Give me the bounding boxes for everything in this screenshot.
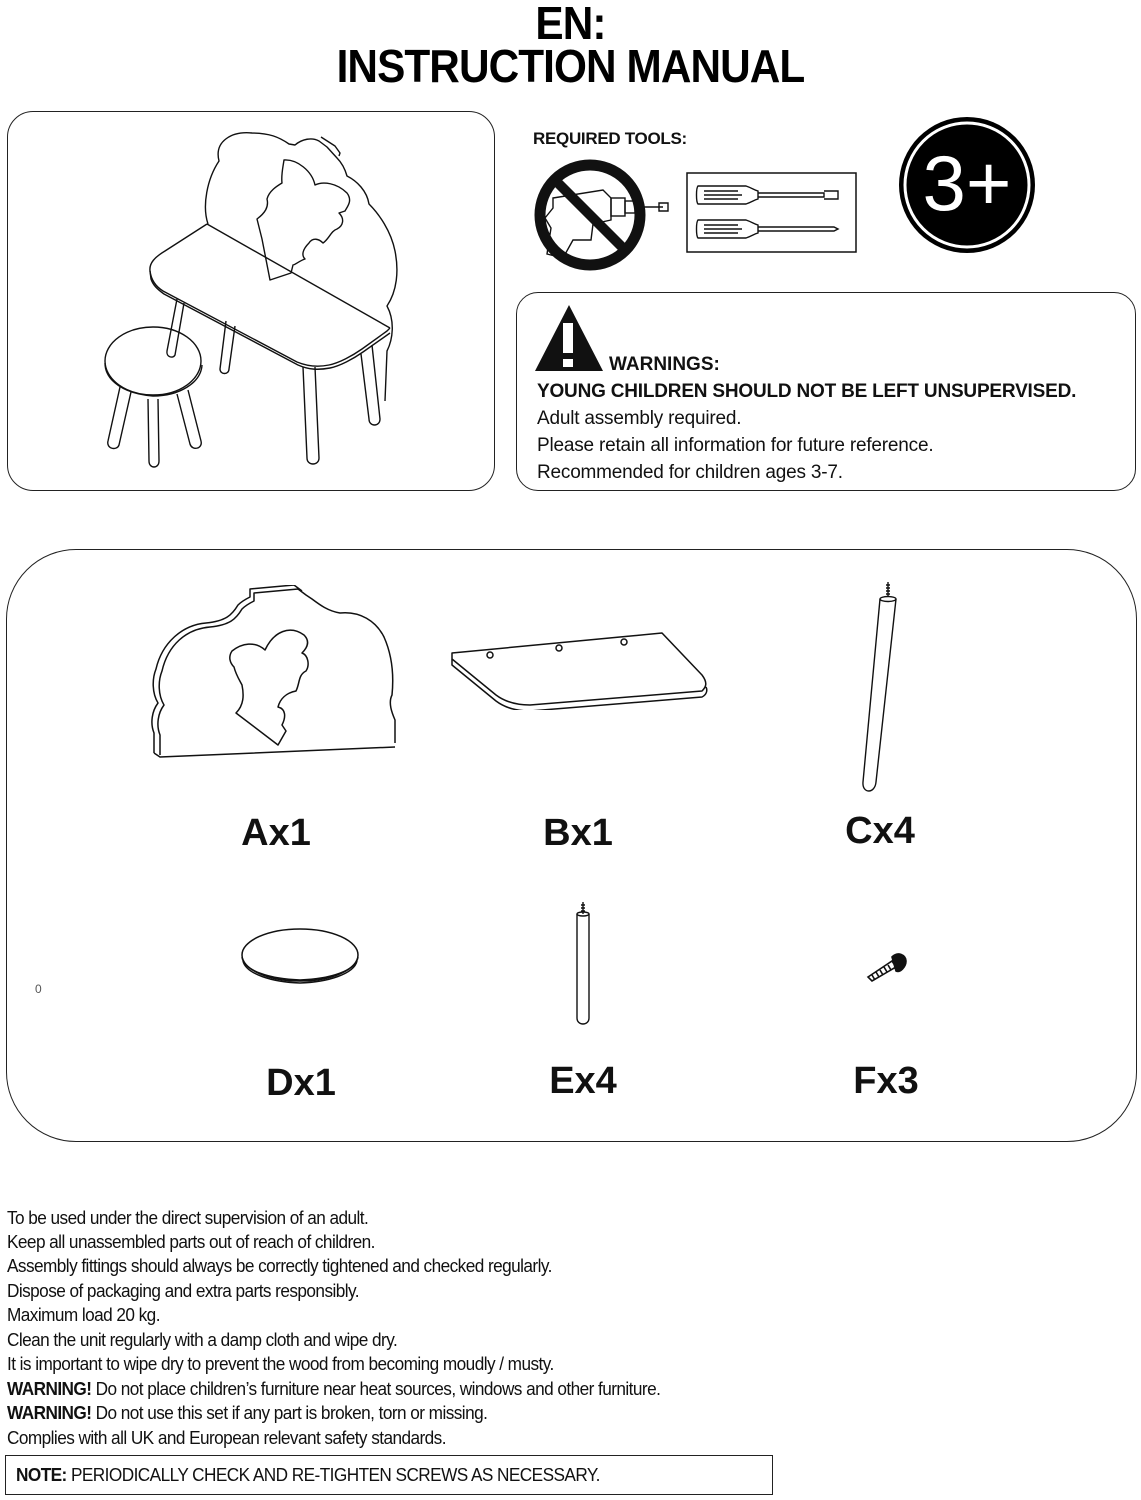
retighten-note-box: [5, 1455, 773, 1495]
required-tools-label: REQUIRED TOOLS:: [533, 129, 687, 148]
warnings-title: WARNINGS:: [609, 354, 720, 375]
note-line: [7, 1427, 446, 1449]
note-line: [7, 1329, 397, 1351]
note-prefix: WARNING!: [7, 1378, 92, 1399]
note-text: Assembly fittings should always be correctly tightened and checked regularly.: [7, 1255, 552, 1276]
tabletop-panel-icon: [440, 625, 720, 710]
retighten-note: [16, 1464, 600, 1486]
note-line: [7, 1255, 552, 1277]
note-line: [7, 1304, 160, 1326]
note-box-text: PERIODICALLY CHECK AND RE-TIGHTEN SCREWS AS NECESSARY.: [66, 1464, 600, 1485]
stray-mark: 0: [35, 982, 42, 996]
short-leg-icon: [568, 900, 598, 1030]
age-badge-text: 3+: [922, 139, 1012, 227]
note-text: It is important to wipe dry to prevent the wood from becoming moudly / musty.: [7, 1353, 554, 1374]
warning-triangle-icon: [535, 303, 605, 373]
warning-line: Please retain all information for future reference.: [537, 435, 934, 456]
note-line: [7, 1231, 375, 1253]
warning-line: Adult assembly required.: [537, 408, 742, 429]
warning-line: Recommended for children ages 3-7.: [537, 462, 843, 483]
note-line: [7, 1402, 487, 1424]
note-text: To be used under the direct supervision of an adult.: [7, 1207, 369, 1228]
note-line: [7, 1378, 660, 1400]
note-line: [7, 1353, 554, 1375]
cloud-heart-mirror-panel-icon: [150, 585, 400, 765]
language-label: EN:: [535, 0, 606, 49]
note-text: Dispose of packaging and extra parts responsibly.: [7, 1280, 360, 1301]
note-text: Do not use this set if any part is broken, torn or missing.: [91, 1402, 488, 1423]
part-label-f: Fx3: [853, 1060, 919, 1102]
note-line: [7, 1280, 359, 1302]
part-label-d: Dx1: [266, 1062, 336, 1104]
note-text: Maximum load 20 kg.: [7, 1304, 160, 1325]
long-leg-icon: [855, 582, 905, 797]
note-prefix: WARNING!: [7, 1402, 92, 1423]
part-label-e: Ex4: [549, 1060, 617, 1102]
part-label-b: Bx1: [543, 812, 613, 854]
note-text: Keep all unassembled parts out of reach of children.: [7, 1231, 375, 1252]
vanity-table-and-stool-illustration-icon: [7, 111, 495, 491]
page-title: INSTRUCTION MANUAL: [336, 40, 805, 92]
note-text: Complies with all UK and European relevant safety standards.: [7, 1427, 446, 1448]
part-label-c: Cx4: [845, 810, 915, 852]
note-text: Clean the unit regularly with a damp cloth and wipe dry.: [7, 1329, 398, 1350]
round-stool-seat-icon: [236, 925, 366, 990]
note-box-prefix: NOTE:: [16, 1464, 67, 1485]
note-text: Do not place children’s furniture near heat sources, windows and other furniture.: [91, 1378, 661, 1399]
screw-icon: [862, 945, 912, 985]
part-label-a: Ax1: [241, 812, 311, 854]
no-power-drill-icon: [533, 158, 683, 273]
screwdrivers-icon: [686, 172, 858, 254]
age-badge: [897, 115, 1037, 255]
warning-line: YOUNG CHILDREN SHOULD NOT BE LEFT UNSUPERVISED.: [537, 381, 1077, 402]
note-line: [7, 1207, 368, 1229]
